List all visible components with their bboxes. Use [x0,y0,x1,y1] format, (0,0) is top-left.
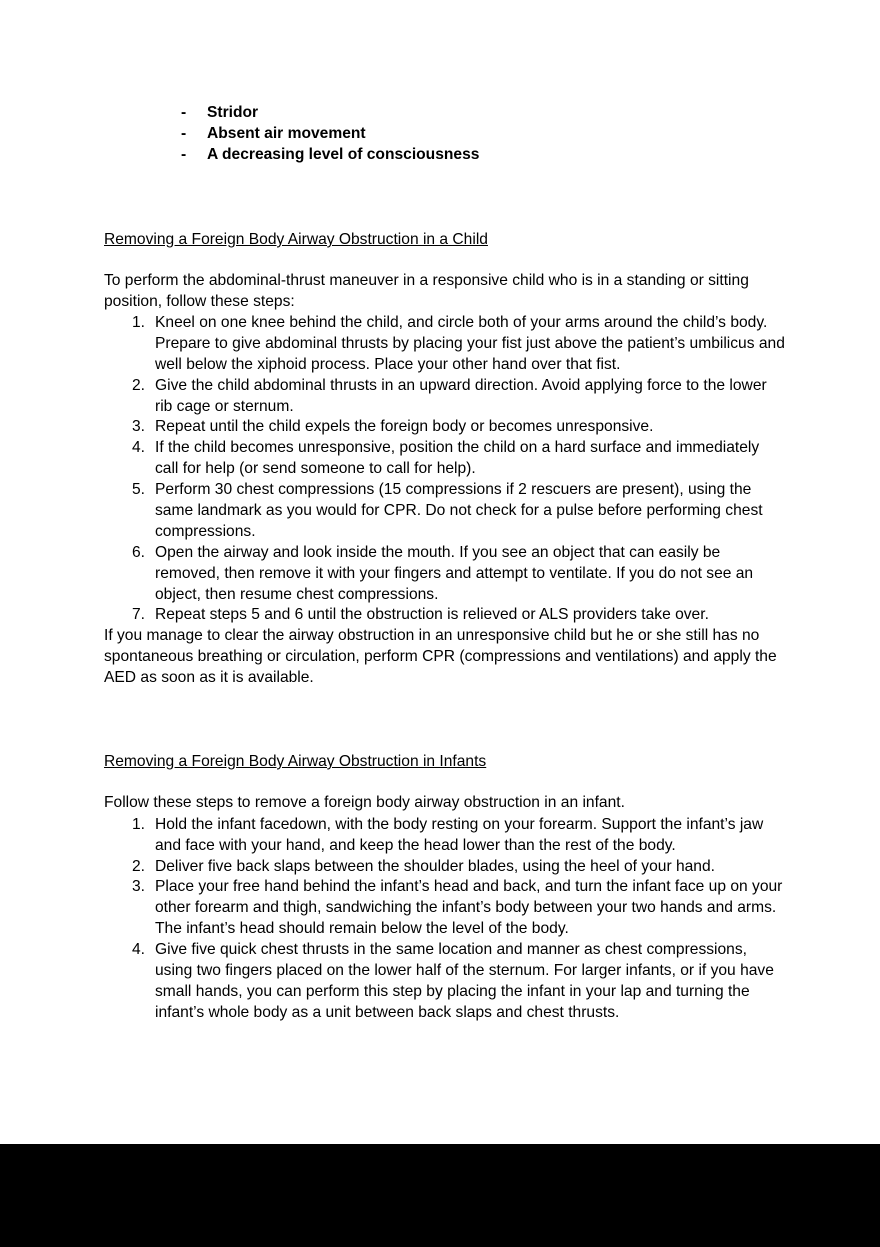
bullet-item: Stridor [207,104,259,121]
step-number: 4. [131,941,145,958]
step-text: Give five quick chest thrusts in the same location and manner as chest compressions, using two fingers placed on the lower half of the sternum. For larger infants, or if you have small hands, you can perform this step by placing the infant in your lap and turning the infant’s whole body as a unit between back slaps and chest thrusts. [155,941,774,1021]
step-number: 2. [131,858,145,875]
step-number: 1. [131,816,145,833]
step-text: Hold the infant facedown, with the body resting on your forearm. Support the infant’s jaw and face with your hand, and keep the head lower than the rest of the body. [155,816,764,854]
step-number: 3. [131,878,145,895]
section-intro: To perform the abdominal-thrust maneuver in a responsive child who is in a standing or sitting position, follow these steps: [104,272,749,310]
step-number: 1. [131,314,145,331]
bullet-marker: - [181,104,187,121]
step-text: Perform 30 chest compressions (15 compressions if 2 rescuers are present), using the same landmark as you would for CPR. Do not check for a pulse before performing chest compressions. [155,481,763,540]
bullet-marker: - [181,146,187,163]
step-text: Kneel on one knee behind the child, and circle both of your arms around the child’s body. Prepare to give abdominal thrusts by placing your fist just above the patient’s umbilicus and well below the xiphoid process. Place your other hand over that fist. [155,314,785,373]
step-number: 7. [131,606,145,623]
bullet-marker: - [181,125,187,142]
section-heading: Removing a Foreign Body Airway Obstruction in Infants [104,753,487,770]
step-text: If the child becomes unresponsive, position the child on a hard surface and immediately call for help (or send someone to call for help). [155,439,760,477]
step-number: 4. [131,439,145,456]
black-footer-band [0,1144,880,1247]
step-text: Place your free hand behind the infant’s head and back, and turn the infant face up on your other forearm and thigh, sandwiching the infant’s body between your two hands and arms. The infant’s head should remain below the level of the body. [155,878,783,937]
section-closing: If you manage to clear the airway obstruction in an unresponsive child but he or she still has no spontaneous breathing or circulation, perform CPR (compressions and ventilations) and apply the AED as soon as it is available. [104,627,777,686]
step-text: Give the child abdominal thrusts in an upward direction. Avoid applying force to the lower rib cage or sternum. [155,377,767,415]
step-number: 5. [131,481,145,498]
step-text: Repeat until the child expels the foreign body or becomes unresponsive. [155,418,654,435]
section-intro: Follow these steps to remove a foreign body airway obstruction in an infant. [104,794,625,811]
step-text: Open the airway and look inside the mouth. If you see an object that can easily be removed, then remove it with your fingers and attempt to ventilate. If you do not see an object, then resume chest compressions. [155,544,754,603]
step-number: 6. [131,544,145,561]
step-text: Deliver five back slaps between the shoulder blades, using the heel of your hand. [155,858,715,875]
bullet-item: Absent air movement [207,125,366,142]
bullet-item: A decreasing level of consciousness [207,146,480,163]
step-text: Repeat steps 5 and 6 until the obstruction is relieved or ALS providers take over. [155,606,709,623]
step-number: 3. [131,418,145,435]
step-number: 2. [131,377,145,394]
section-heading: Removing a Foreign Body Airway Obstruction in a Child [104,231,488,248]
